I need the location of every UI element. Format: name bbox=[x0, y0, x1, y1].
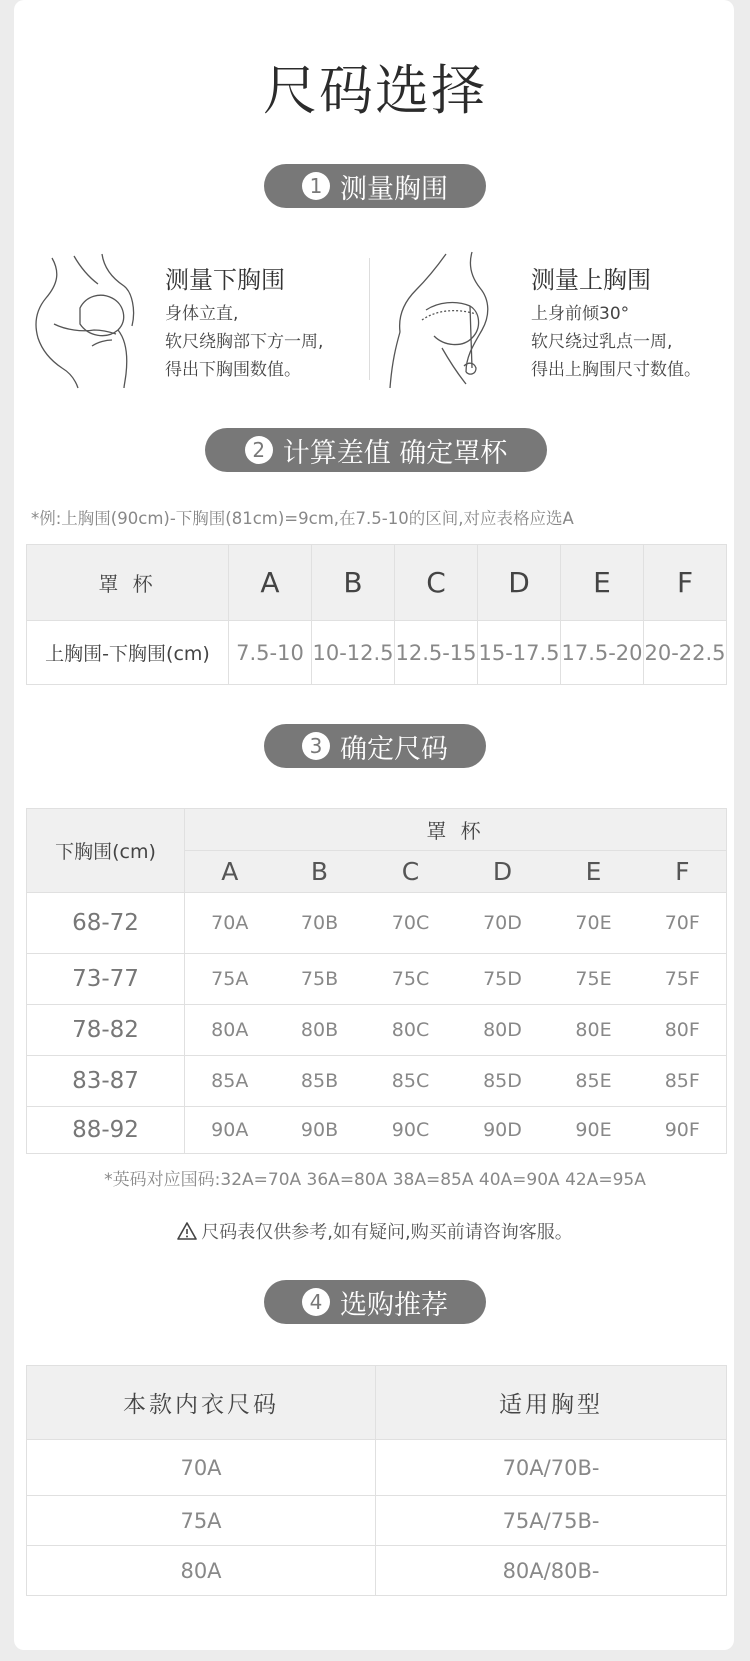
underbust-range: 73-77 bbox=[27, 954, 185, 1005]
measure-over-line: 软尺绕过乳点一周, bbox=[531, 332, 673, 352]
size-cell: 70C bbox=[365, 893, 457, 954]
table-row bbox=[27, 1107, 727, 1154]
measure-over-line: 得出上胸围尺寸数值。 bbox=[531, 360, 701, 380]
cup-range: 10-12.5 bbox=[312, 621, 395, 685]
size-table bbox=[26, 808, 727, 1154]
cup-range: 20-22.5 bbox=[644, 621, 727, 685]
size-cell: 80E bbox=[549, 1005, 639, 1056]
step-number-badge: 2 bbox=[245, 436, 273, 464]
recommend-header: 本款内衣尺码 bbox=[27, 1366, 376, 1440]
measure-over-line: 上身前倾30° bbox=[531, 304, 630, 324]
underbust-range: 78-82 bbox=[27, 1005, 185, 1056]
size-cell: 80B bbox=[275, 1005, 365, 1056]
disclaimer bbox=[0, 1218, 750, 1244]
step-number-badge: 4 bbox=[302, 1288, 330, 1316]
measure-over-bust-figure bbox=[386, 250, 506, 390]
product-size: 80A bbox=[27, 1546, 376, 1596]
measure-over-desc bbox=[531, 300, 701, 384]
cup-letter: B bbox=[312, 545, 395, 621]
measure-under-line: 身体立直, bbox=[165, 304, 239, 324]
size-cup-letter: F bbox=[639, 851, 727, 893]
size-cell: 90C bbox=[365, 1107, 457, 1154]
step-number-badge: 3 bbox=[302, 732, 330, 760]
size-cell: 85E bbox=[549, 1056, 639, 1107]
table-row bbox=[27, 1496, 727, 1546]
size-cell: 80D bbox=[457, 1005, 549, 1056]
cup-table bbox=[26, 544, 727, 685]
size-cup-letter: D bbox=[457, 851, 549, 893]
size-cup-header: 罩 杯 bbox=[185, 809, 727, 851]
recommend-header-row bbox=[27, 1366, 727, 1440]
size-row-header: 下胸围(cm) bbox=[27, 809, 185, 893]
fit-range: 75A/75B- bbox=[376, 1496, 727, 1546]
size-cell: 70D bbox=[457, 893, 549, 954]
size-cell: 80A bbox=[185, 1005, 275, 1056]
size-cup-letter: A bbox=[185, 851, 275, 893]
size-cell: 75E bbox=[549, 954, 639, 1005]
table-row bbox=[27, 954, 727, 1005]
step4-label: 选购推荐 bbox=[340, 1289, 448, 1321]
size-cell: 85B bbox=[275, 1056, 365, 1107]
table-row bbox=[27, 1440, 727, 1496]
cup-range: 12.5-15 bbox=[395, 621, 478, 685]
cup-range: 15-17.5 bbox=[478, 621, 561, 685]
table-row bbox=[27, 1546, 727, 1596]
measure-divider bbox=[369, 258, 370, 380]
uk-size-note: *英码对应国码:32A=70A 36A=80A 38A=85A 40A=90A 42A=95A bbox=[104, 1170, 646, 1190]
size-cup-letter: C bbox=[365, 851, 457, 893]
measure-under-line: 得出下胸围数值。 bbox=[165, 360, 301, 380]
step1-label: 测量胸围 bbox=[340, 173, 448, 205]
step1-pill bbox=[264, 164, 486, 208]
warning-icon bbox=[177, 1221, 197, 1241]
cup-letter: F bbox=[644, 545, 727, 621]
step2-pill bbox=[205, 428, 547, 472]
cup-letter: E bbox=[561, 545, 644, 621]
page-title: 尺码选择 bbox=[263, 59, 487, 122]
disclaimer-text: 尺码表仅供参考,如有疑问,购买前请咨询客服。 bbox=[201, 1222, 573, 1243]
cup-row-label: 上胸围-下胸围(cm) bbox=[27, 621, 229, 685]
cup-range: 7.5-10 bbox=[229, 621, 312, 685]
size-cell: 85D bbox=[457, 1056, 549, 1107]
fit-range: 70A/70B- bbox=[376, 1440, 727, 1496]
table-row bbox=[27, 1056, 727, 1107]
underbust-range: 68-72 bbox=[27, 893, 185, 954]
size-cell: 80F bbox=[639, 1005, 727, 1056]
recommend-header: 适用胸型 bbox=[376, 1366, 727, 1440]
size-cell: 90B bbox=[275, 1107, 365, 1154]
product-size: 70A bbox=[27, 1440, 376, 1496]
recommend-table bbox=[26, 1365, 727, 1596]
step2-label: 计算差值 确定罩杯 bbox=[282, 437, 508, 469]
cup-range-row bbox=[27, 621, 727, 685]
size-cell: 75B bbox=[275, 954, 365, 1005]
size-cell: 85C bbox=[365, 1056, 457, 1107]
size-cell: 75C bbox=[365, 954, 457, 1005]
size-cell: 85A bbox=[185, 1056, 275, 1107]
size-cell: 90E bbox=[549, 1107, 639, 1154]
step-number-badge: 1 bbox=[302, 172, 330, 200]
measure-under-desc bbox=[165, 300, 323, 384]
product-size: 75A bbox=[27, 1496, 376, 1546]
size-cell: 75A bbox=[185, 954, 275, 1005]
fit-range: 80A/80B- bbox=[376, 1546, 727, 1596]
cup-range: 17.5-20 bbox=[561, 621, 644, 685]
step3-label: 确定尺码 bbox=[340, 733, 448, 765]
size-cell: 70F bbox=[639, 893, 727, 954]
size-cell: 70E bbox=[549, 893, 639, 954]
cup-letter: A bbox=[229, 545, 312, 621]
measure-over-title: 测量上胸围 bbox=[531, 266, 651, 294]
size-cup-letter: B bbox=[275, 851, 365, 893]
cup-letter: C bbox=[395, 545, 478, 621]
size-cell: 85F bbox=[639, 1056, 727, 1107]
cup-letter: D bbox=[478, 545, 561, 621]
size-cell: 90D bbox=[457, 1107, 549, 1154]
size-cell: 70A bbox=[185, 893, 275, 954]
measure-under-bust-figure bbox=[32, 250, 142, 390]
measure-under-line: 软尺绕胸部下方一周, bbox=[165, 332, 324, 352]
underbust-range: 88-92 bbox=[27, 1107, 185, 1154]
step4-pill bbox=[264, 1280, 486, 1324]
size-cell: 80C bbox=[365, 1005, 457, 1056]
size-cell: 70B bbox=[275, 893, 365, 954]
table-row bbox=[27, 893, 727, 954]
size-cup-letter: E bbox=[549, 851, 639, 893]
cup-header-row bbox=[27, 545, 727, 621]
example-note: *例:上胸围(90cm)-下胸围(81cm)=9cm,在7.5-10的区间,对应表格应选A bbox=[31, 509, 574, 528]
size-cell: 90F bbox=[639, 1107, 727, 1154]
size-cell: 90A bbox=[185, 1107, 275, 1154]
size-cell: 75F bbox=[639, 954, 727, 1005]
cup-header-label: 罩 杯 bbox=[27, 545, 229, 621]
step3-pill bbox=[264, 724, 486, 768]
underbust-range: 83-87 bbox=[27, 1056, 185, 1107]
table-row bbox=[27, 1005, 727, 1056]
measure-under-title: 测量下胸围 bbox=[165, 266, 285, 294]
size-cell: 75D bbox=[457, 954, 549, 1005]
